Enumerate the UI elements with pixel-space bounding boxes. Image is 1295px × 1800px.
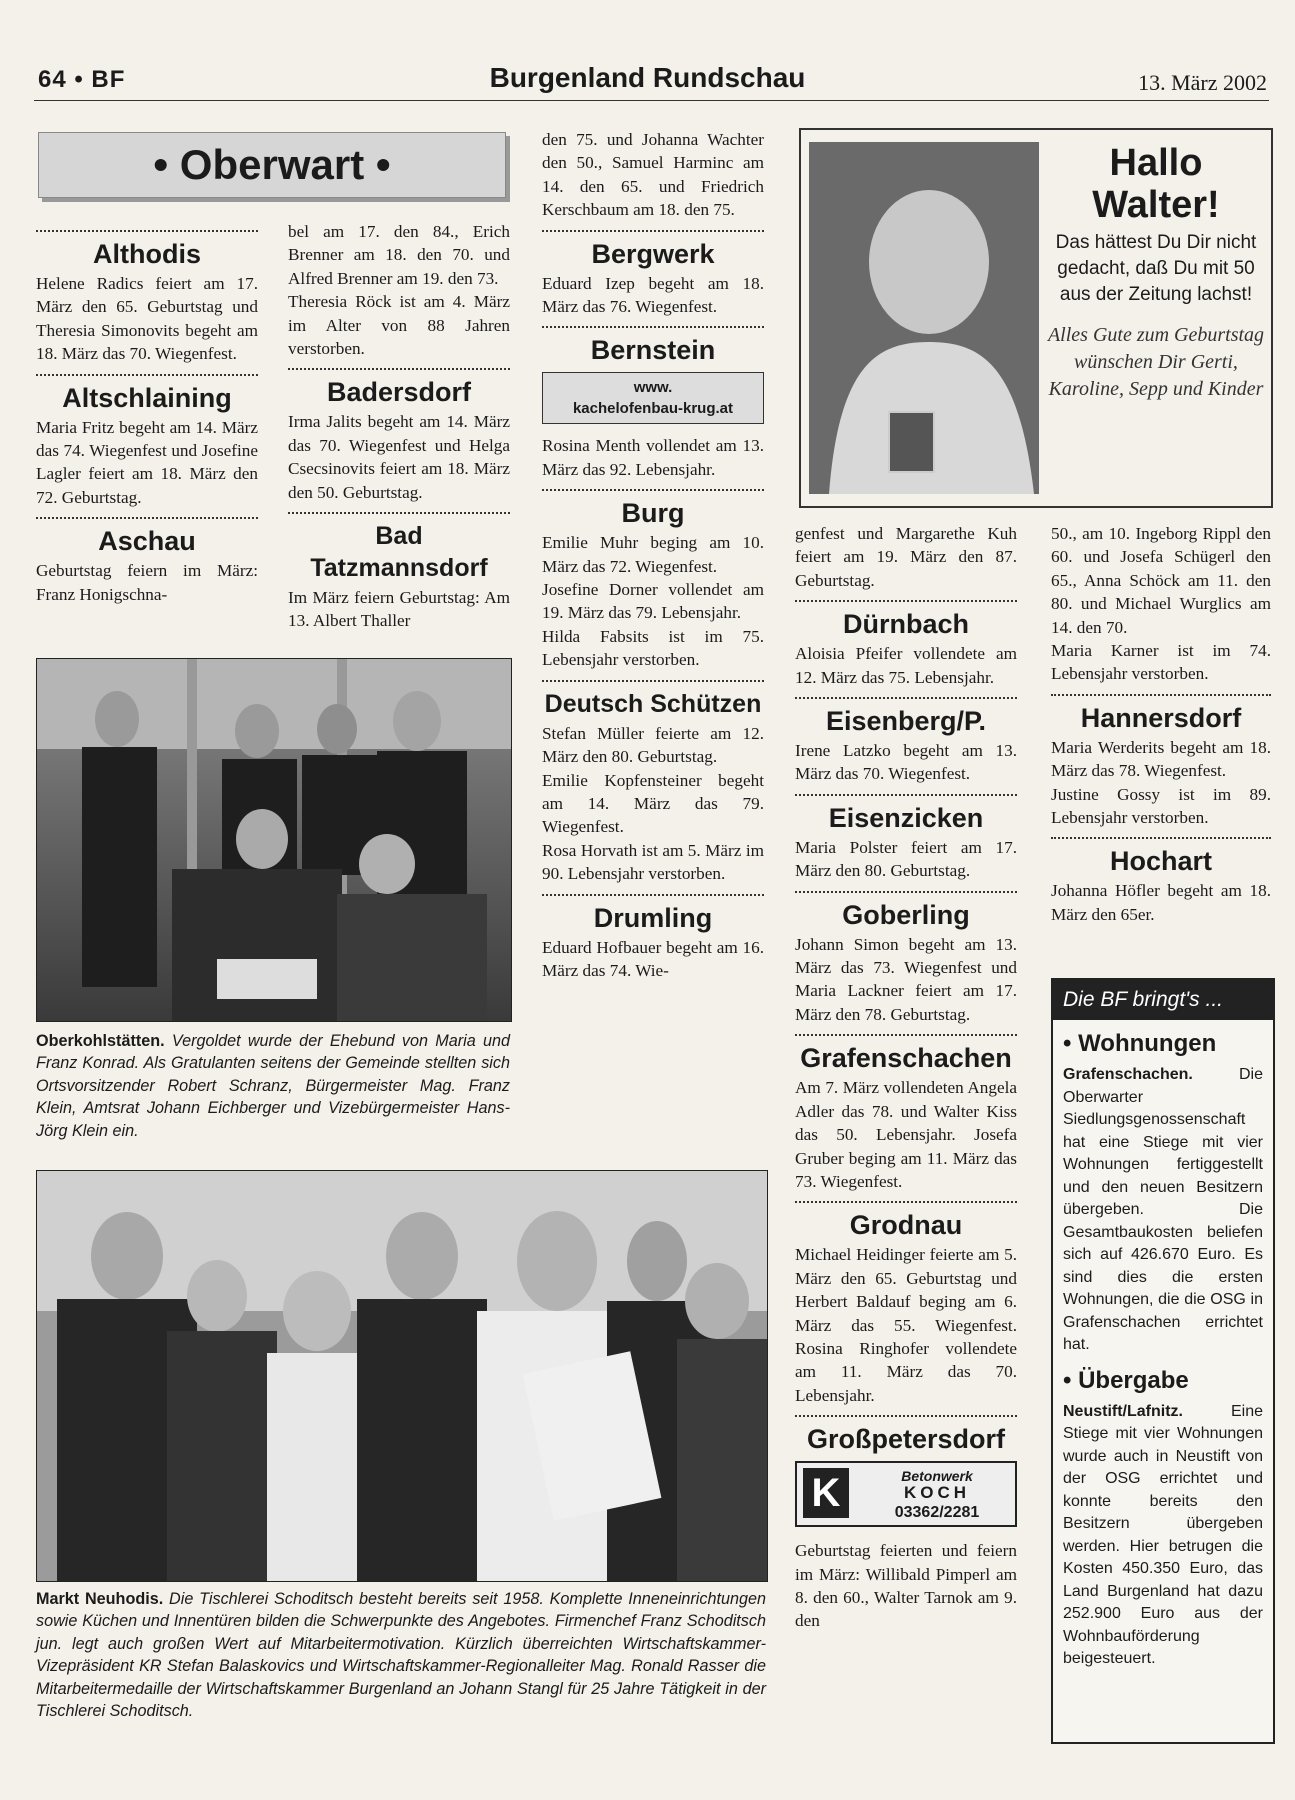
divider: [542, 326, 764, 328]
divider: [288, 368, 510, 370]
article-text: Emilie Muhr beging am 10. März das 72. Wiegenfest.: [542, 533, 764, 576]
photo-tischlerei: [36, 1170, 768, 1582]
article-text: Rosa Horvath ist am 5. März im 90. Lebensjahr verstorben.: [542, 840, 764, 884]
ad-betonwerk-koch[interactable]: [795, 1461, 1017, 1527]
town-heading: Althodis: [93, 239, 201, 269]
article-text: Maria Fritz begeht am 14. März das 74. Wiegenfest und Josefine Lagler feiert am 18. März den 72. Geburtstag.: [36, 417, 258, 507]
bf-body: Eine Stiege mit vier Wohnungen wurde auch in Neustift von der OSG errichtet und konnte bereits den Besitzern übergeben werden. Hier betrugen die Kosten 450.350 Euro, das Land Burgenland hat dazu 252.900 Euro aus der Wohnbauförderung beigesteuert.: [1063, 1402, 1263, 1667]
article-text: Justine Gossy ist im 89. Lebensjahr verstorben.: [1051, 784, 1271, 828]
koch-line: Betonwerk: [901, 1468, 973, 1485]
ad-line: kachelofenbau-krug.at: [572, 400, 734, 418]
divider: [795, 697, 1017, 699]
article-text: Theresia Röck ist am 4. März im Alter von 88 Jahren verstorben.: [288, 292, 510, 359]
town-heading: Aschau: [98, 526, 196, 557]
bf-box-heading: Die BF bringt's ...: [1053, 980, 1273, 1020]
photo-caption: [36, 1588, 766, 1722]
article-text: genfest und Margarethe Kuh feiert am 19. März den 87. Geburtstag.: [795, 524, 1017, 590]
caption-place: Markt Neuhodis.: [36, 1590, 164, 1608]
article-text: Eduard Izep begeht am 18. März das 76. Wiegenfest.: [542, 273, 764, 317]
article-text: Im März feiern Geburtstag: Am 13. Albert Thaller: [288, 588, 510, 631]
article-text: Rosina Menth vollendet am 13. März das 92. Lebensjahr.: [542, 436, 764, 479]
town-heading: Deutsch Schützen: [544, 689, 762, 718]
divider: [36, 230, 258, 232]
column-3: [542, 128, 764, 982]
article-text: Emilie Kopfensteiner begeht am 14. März das 79. Wiegenfest.: [542, 770, 764, 837]
article-text: Michael Heidinger feierte am 5. März den 65. Geburtstag und Herbert Baldauf beging am 6. März das 55. Wiegenfest. Rosina Ringhofer vollendete am 11. März das 70. Lebensjahr.: [795, 1245, 1017, 1405]
town-heading: Grafenschachen: [800, 1043, 1012, 1074]
bf-subheading: • Übergabe: [1063, 1366, 1189, 1394]
bf-text: [1063, 1064, 1263, 1357]
koch-phone: 03362/2281: [894, 1504, 980, 1522]
column-1: [36, 222, 258, 606]
article-text: Maria Karner ist im 74. Lebensjahr verstorben.: [1051, 641, 1271, 684]
article-text: Johanna Höfler begeht am 18. März den 65er.: [1051, 881, 1271, 924]
town-heading: Goberling: [842, 899, 970, 930]
divider: [36, 374, 258, 376]
article-text: Josefine Dorner vollendet am 19. März das 79. Lebensjahr.: [542, 580, 764, 623]
bf-place: Grafenschachen.: [1063, 1066, 1193, 1083]
divider: [36, 517, 258, 519]
divider: [542, 894, 764, 896]
article-text: Am 7. März vollendeten Angela Adler das 78. und Walter Kiss das 50. Lebensjahr. Josefa Gruber beging am 11. März das 73. Wiegenfest.: [795, 1078, 1017, 1191]
article-text: Eduard Hofbauer begeht am 16. März das 74. Wie-: [542, 937, 764, 980]
photo-image: [809, 142, 1039, 494]
town-heading: Hochart: [1109, 846, 1212, 877]
bf-subheading: • Wohnungen: [1063, 1030, 1217, 1057]
walter-heading: Hallo: [1109, 142, 1203, 184]
article-text: bel am 17. den 84., Erich Brenner am 18. den 70. und Alfred Brenner am 19. den 73.: [288, 222, 510, 288]
article-text: Irene Latzko begeht am 13. März das 70. Wiegenfest.: [795, 741, 1017, 784]
article-text: den 75. und Johanna Wachter den 50., Samuel Harminc am 14. den 65. und Friedrich Kerschbaum am 18. den 75.: [542, 130, 764, 220]
town-heading: Hannersdorf: [1080, 702, 1242, 733]
article-text: Maria Polster feiert am 17. März den 80. Geburtstag.: [795, 837, 1017, 881]
birthday-ad-walter: [799, 128, 1273, 508]
bf-body: Die Oberwarter Siedlungsgenossenschaft hat eine Stiege mit vier Wohnungen fertiggestellt und den neuen Besitzern übergeben. Die Gesamtbaukosten beliefen sich auf 426.670 Euro. Es sind dies die ersten Wohnungen, die die OSG in Grafenschachen errichtet hat.: [1063, 1066, 1263, 1353]
town-heading: Eisenzicken: [828, 802, 984, 833]
town-heading: Altschlaining: [62, 382, 232, 413]
divider: [795, 1415, 1017, 1417]
article-text: 50., am 10. Ingeborg Rippl den 60. und Josefa Schügerl den 65., Anna Schöck am 11. den 80. und Michael Wurglics am 14. den 70.: [1051, 524, 1271, 637]
walter-text: Das hättest Du Dir nicht gedacht, daß Du mit 50 aus der Zeitung lachst!: [1055, 232, 1257, 305]
town-heading: Bergwerk: [591, 238, 715, 269]
newspaper-title: Burgenland Rundschau: [489, 62, 806, 93]
column-4: [795, 522, 1017, 1633]
photo-walter: [809, 142, 1039, 494]
issue-date: 13. März 2002: [1138, 70, 1267, 95]
town-heading: Burg: [621, 498, 685, 529]
section-banner: • Oberwart •: [38, 132, 506, 198]
town-heading: Großpetersdorf: [806, 1424, 1006, 1455]
divider: [795, 600, 1017, 602]
bf-text: [1063, 1401, 1263, 1671]
koch-logo-icon: K: [803, 1468, 849, 1518]
caption-text: Vergoldet wurde der Ehebund von Maria und Franz Konrad. Als Gratulanten seitens der Gemeinde stellten sich Ortsvorsitzender Robert Schranz, Bürgermeister Mag. Franz Klein, Amtsrat Johann Eichberger und Vizebürgermeister Hans-Jörg Klein ein.: [36, 1032, 511, 1140]
town-heading: Grodnau: [849, 1210, 963, 1241]
town-heading: Badersdorf: [326, 377, 472, 408]
koch-line: KOCH: [903, 1483, 971, 1503]
photo-image: [37, 659, 511, 1021]
divider: [542, 680, 764, 682]
article-text: Hilda Fabsits ist im 75. Lebensjahr verstorben.: [542, 626, 764, 670]
walter-wish: Alles Gute zum Geburtstag wünschen Dir Gerti, Karoline, Sepp und Kinder: [1047, 324, 1265, 400]
photo-image: [37, 1171, 767, 1581]
ad-line: www.: [633, 379, 673, 397]
article-text: Helene Radics feiert am 17. März den 65. Geburtstag und Theresia Simonovits begeht am 18. März das 70. Wiegenfest.: [36, 274, 258, 364]
town-heading: Eisenberg/P.: [825, 706, 987, 737]
article-text: Maria Werderits begeht am 18. März das 78. Wiegenfest.: [1051, 737, 1271, 781]
column-2: [288, 220, 510, 633]
bf-news-box: [1051, 978, 1275, 1744]
article-text: Geburtstag feierten und feiern im März: Willibald Pimperl am 8. den 60., Walter Tarnok am 9. den: [795, 1541, 1017, 1631]
divider: [1051, 694, 1271, 696]
photo-golden-wedding: [36, 658, 512, 1022]
divider: [795, 1201, 1017, 1203]
caption-place: Oberkohlstätten.: [36, 1032, 165, 1050]
caption-text: Die Tischlerei Schoditsch besteht bereits seit 1958. Komplette Inneneinrichtungen sowie Küchen und Innentüren bilden die Schwerpunkte des Angebotes. Firmenchef Franz Schoditsch jun. legt auch großen Wert auf Mitarbeitermotivation. Kürzlich überreichten Wirtschaftskammer-Vizepräsident KR Stefan Balaskovics und Wirtschaftskammer-Regionalleiter Mag. Ronald Rasser die Mitarbeitermedaille der Wirtschaftskammer Burgenland an Johann Stangl für 25 Jahre Tätigkeit in der Tischlerei Schoditsch.: [36, 1590, 767, 1721]
ad-kachelofenbau[interactable]: [542, 372, 764, 424]
divider: [288, 512, 510, 514]
article-text: Geburtstag feiern im März: Franz Honigschna-: [36, 561, 258, 604]
article-text: Stefan Müller feierte am 12. März den 80. Geburtstag.: [542, 723, 764, 767]
article-text: Aloisia Pfeifer vollendete am 12. März das 75. Lebensjahr.: [795, 644, 1017, 687]
divider: [795, 891, 1017, 893]
header-rule: [34, 100, 1269, 101]
town-heading: Bad Tatzmannsdorf: [310, 522, 488, 583]
walter-message: [1045, 142, 1267, 403]
town-heading: Drumling: [593, 902, 713, 933]
town-heading: Dürnbach: [842, 609, 969, 640]
divider: [795, 794, 1017, 796]
article-text: Irma Jalits begeht am 14. März das 70. Wiegenfest und Helga Csecsinovits feiert am 18. März den 50. Geburtstag.: [288, 412, 510, 502]
page-number: 64 • BF: [38, 66, 126, 93]
article-text: Johann Simon begeht am 13. März das 73. Wiegenfest und Maria Lackner feiert am 17. März den 78. Geburtstag.: [795, 934, 1017, 1024]
divider: [542, 230, 764, 232]
column-5: [1051, 522, 1271, 926]
divider: [795, 1034, 1017, 1036]
bf-place: Neustift/Lafnitz.: [1063, 1402, 1183, 1420]
divider: [542, 489, 764, 491]
divider: [1051, 837, 1271, 839]
town-heading: Bernstein: [590, 335, 716, 366]
walter-heading: Walter!: [1092, 184, 1220, 226]
photo-caption: [36, 1030, 510, 1142]
